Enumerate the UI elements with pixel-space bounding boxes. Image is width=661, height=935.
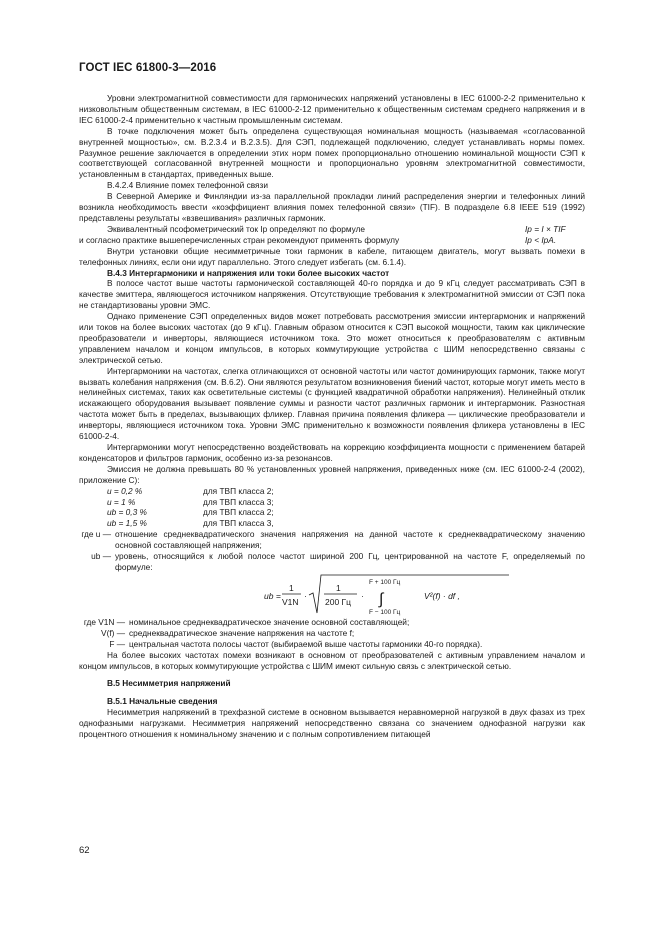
formula-hz: 200 Гц [325, 596, 352, 607]
level-value: ub = 1,5 % [107, 518, 147, 529]
integral-lower: F − 100 Гц [369, 608, 401, 616]
paragraph: В точке подключения может быть определена существующая номинальная мощность (называемая «согласованной внутренней мощностью», см. В.2.3.4 и В.2.3.5). Для СЭП, подлежащей подключению, следует устанавливать нормы помех. Разумное решение заключается в определении этих норм помех пропорционально отношению номинальной мощности СЭП к соответствующей согласованной внутренней мощности и пропорционально уровням электромагнитной совместимости, установленным в стандартах, приведенных выше. [79, 125, 585, 180]
definition-text: среднеквадратическое значение напряжения на частоте f; [129, 627, 355, 638]
formula-dot: · [304, 590, 307, 601]
equation-row [79, 235, 585, 246]
spacer [79, 689, 585, 696]
definition-term: где V1N — [83, 616, 125, 627]
integral-upper: F + 100 Гц [369, 578, 401, 586]
equation-text: Эквивалентный псофометрический ток Iр определяют по формуле [107, 223, 366, 234]
equation-formula: Iр < IрА. [525, 234, 557, 245]
paragraph: Интергармоники на частотах, слегка отличающихся от основной частоты или частот доминирующих гармоник, также могут вызвать колебания напряжения (см. В.6.2). Они являются результатом возникновения биений частот, которые могут иметь место в нелинейных системах, таких как осветительные системы (с функцией квадратичной обработки напряжения). Нелинейный отклик искажающего оборудования вызывает появление суммы и разности частот различных гармоник и интергармоник. Разностная частота может быть в пределах, вызывающих фликер. Главная причина появления фликера — циклические преобразователи и инверторы, являющиеся источником тока. Уровни ЭМС применительно к возможности появления фликера установлены в IEC 61000-2-4. [79, 365, 586, 442]
paragraph: На более высоких частотах помехи возникают в основном от преобразователей с активным управлением началом и концом импульсов, в которых коммутирующие устройства с ШИМ имеют сильную связь с электрической сетью. [79, 649, 585, 671]
level-class: для ТВП класса 2; [203, 485, 274, 496]
paragraph: В Северной Америке и Финляндии из-за параллельной прокладки линий распределения энергии и телефонных линий возникла необходимость ввести «коэффициент влияния помех телефонной связи» (TIF). В подразделе 6.8 IEEE 519 (1992) представлены результаты «взвешивания» различных гармоник. [79, 191, 585, 223]
level-row [79, 518, 585, 529]
paragraph: Внутри установки общие несимметричные токи гармоник в кабеле, питающем двигатель, могут вызвать помехи в телефонных линиях, если они идут параллельно. Этого следует избегать (см. 6.1.4). [79, 245, 585, 267]
definition [79, 529, 585, 551]
formula-svg [79, 573, 585, 617]
paragraph: Интергармоники могут непосредственно воздействовать на коррекцию коэффициента мощности с применением батарей конденсаторов и фильтров гармоник, особенно из-за резонансов. [79, 442, 585, 463]
subsection-heading: В.5.1 Начальные сведения [107, 696, 218, 707]
definition-text: отношение среднеквадратического значения напряжения на данной частоте к среднеквадратическому значению основной составляющей напряжения; [115, 529, 585, 551]
level-value: ub = 0,3 % [107, 507, 147, 518]
level-class: для ТВП класса 3; [203, 496, 274, 507]
integrand: V²(f) · df , [424, 590, 460, 601]
formula-dot: · [361, 590, 364, 601]
integral-sign: ∫ [379, 590, 384, 608]
level-row [79, 486, 585, 497]
paragraph: Однако применение СЭП определенных видов может потребовать рассмотрения эмиссии интергармоник и напряжений или токов на более высоких частотах (до 9 кГц). Главным образом относится к СЭП высокой мощности, таким как циклические преобразователи и инверторы, являющиеся источником тока. Это может относиться к преобразователям с активным управлением началом и концом импульсов, в которых коммутирующие устройства с ШИМ непосредственно связаны с электрической сетью. [79, 311, 585, 365]
equation-row [79, 224, 585, 235]
level-row [79, 507, 585, 518]
paragraph: В полосе частот выше частоты гармонической составляющей 40-го порядка и до 9 кГц следует рассматривать СЭП в качестве эмиттера, являющегося источником напряжения. Отсутствующие требования к электромагнитной эмиссии от СЭП пока не стандартизованы уровни ЭМС. [79, 278, 585, 311]
formula-block [79, 573, 585, 617]
level-value: u = 1 % [107, 496, 136, 507]
formula-numerator: 1 [289, 582, 294, 593]
level-class: для ТВП класса 2; [203, 507, 274, 518]
definition-text: центральная частота полосы частот (выбираемой выше частоты гармоники 40-го порядка). [129, 638, 483, 649]
level-class: для ТВП класса 3, [203, 518, 274, 529]
paragraph: Эмиссия не должна превышать 80 % установленных уровней напряжения, приведенных ниже (см. IEC 61000-2-4 (2002), приложение С): [79, 463, 585, 485]
formula-numerator: 1 [336, 582, 341, 593]
paragraph: Уровни электромагнитной совместимости для гармонических напряжений установлены в IEC 61000-2-2 применительно к низковольтным общественным системам, в IEC 61000-2-12 применительно к общественным системам среднего напряжения и в IEC 61000-2-4 применительно к частным промышленным системам. [79, 93, 585, 125]
definition-text: уровень, относящийся к любой полосе частот шириной 200 Гц, центрированной на частоте F, определяемый по формуле: [115, 551, 585, 572]
definition-text: номинальное среднеквадратическое значение основной составляющей; [129, 616, 410, 627]
definition [79, 628, 585, 639]
definition-term: где u — [81, 529, 111, 540]
document-header: ГОСТ IEC 61800-3—2016 [79, 62, 217, 74]
equation-text: и согласно практике вышеперечисленных стран рекомендуют применять формулу [79, 234, 400, 245]
definition [79, 617, 585, 628]
subsection-heading: В.4.2.4 Влияние помех телефонной связи [107, 180, 268, 191]
definition [79, 639, 585, 650]
paragraph: Несимметрия напряжений в трехфазной системе в основном вызывается неравномерной нагрузкой в двух фазах из трех однофазными нагрузками. Несимметрия напряжений непосредственно связана со значением однофазной нагрузки как процентного отношения к номинальному значению и с полным сопротивлением питающей [79, 707, 585, 740]
definition-term: V(f) — [101, 627, 125, 638]
definition-term: ub — [91, 551, 111, 562]
formula-lhs: ub = [264, 590, 281, 601]
spacer [79, 671, 585, 678]
equation-formula: Iр = I × TIF [525, 223, 566, 234]
page-number: 62 [79, 845, 90, 856]
level-row [79, 497, 585, 508]
formula-v1n: V1N [282, 596, 299, 607]
document-body [79, 93, 585, 740]
definition-term: F — [109, 638, 125, 649]
section-heading: В.4.3 Интергармоники и напряжения или токи более высоких частот [107, 267, 390, 278]
definition [79, 551, 585, 573]
level-value: u = 0,2 % [107, 485, 143, 496]
section-heading: В.5 Несимметрия напряжений [107, 678, 231, 689]
